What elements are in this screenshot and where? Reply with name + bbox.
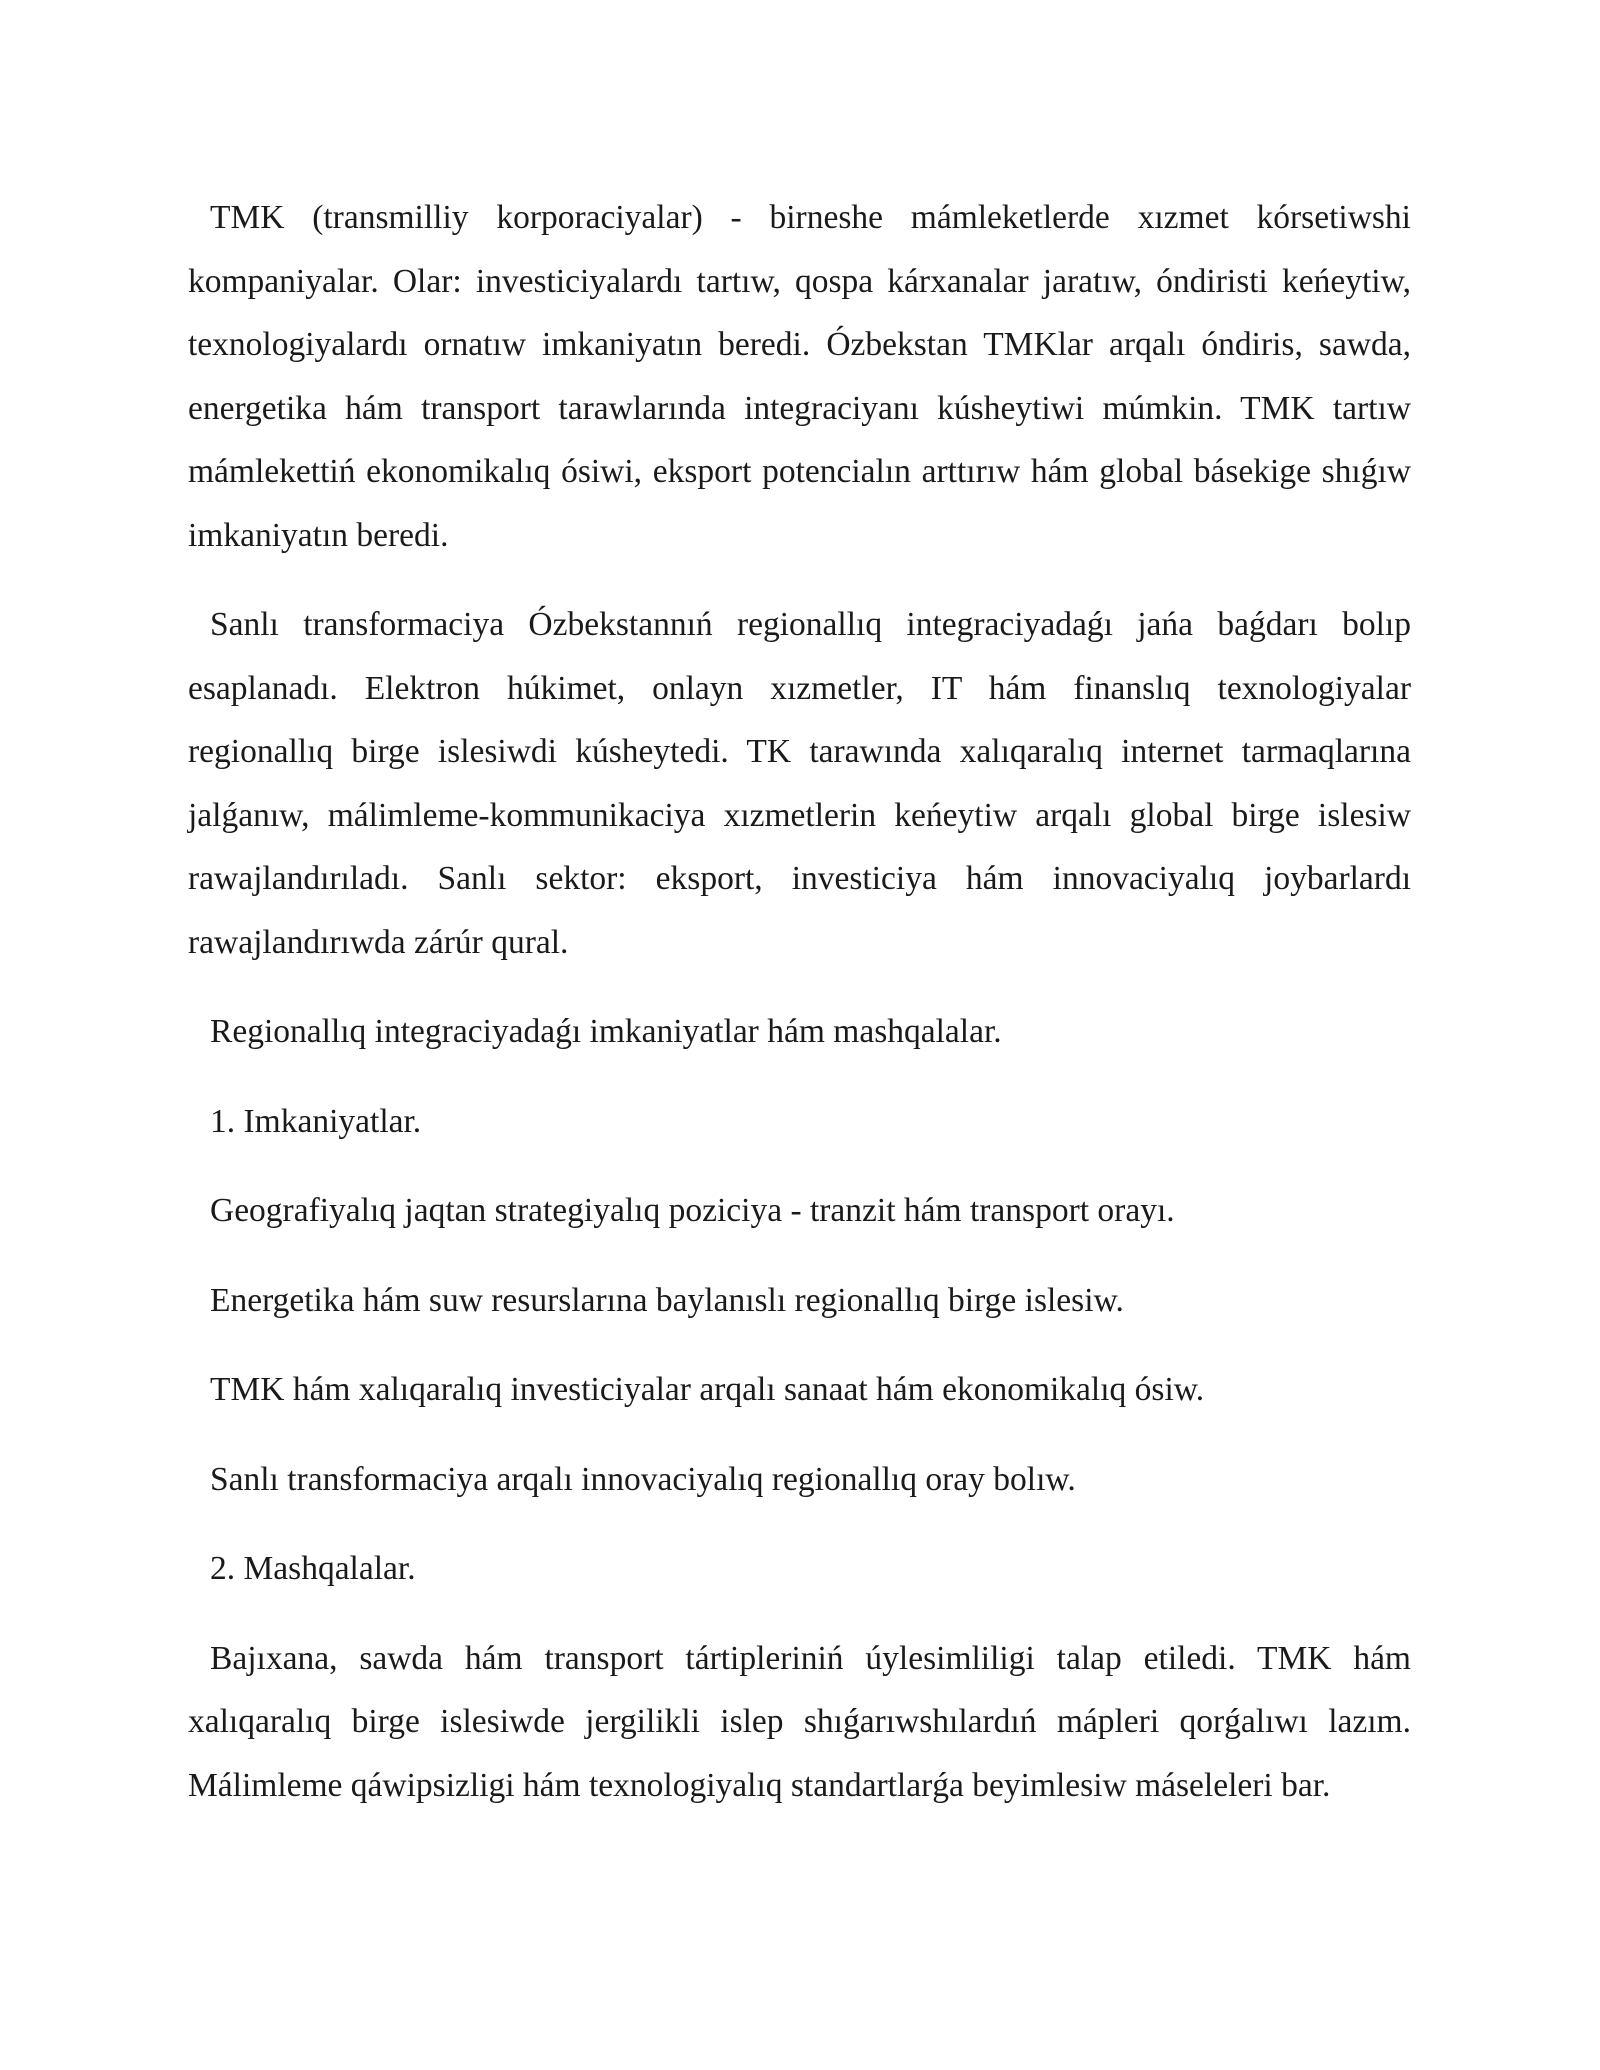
opportunity-item: Energetika hám suw resurslarına baylanıslı regionallıq birge islesiw. [210,1281,1124,1319]
paragraph-digital-transformation: Sanlı transformaciya Ózbekstannıń regionallıq integraciyadaǵı jańa baǵdarı bolıp esaplanadı. Elektron húkimet, onlayn xızmetler, IT hám finanslıq texnologiyalar regionallıq birge islesiwdi kúsheytedi. TK tarawında xalıqaralıq internet tarmaqlarına jalǵanıw, málimleme-kommunikaciya xızmetlerin keńeytiw arqalı global birge islesiw rawajlandırıladı. Sanlı sektor: eksport, investiciya hám innovaciyalıq joybarlardı rawajlandırıwda zárúr qural. [188,606,1411,961]
opportunity-item: Geografiyalıq jaqtan strategiyalıq poziciya - tranzit hám transport orayı. [210,1192,1175,1229]
problems-heading: 2. Mashqalalar. [210,1550,416,1587]
document-body [188,186,1411,1817]
paragraph-problems: Bajıxana, sawda hám transport tártipleriniń úylesimliligi talap etiledi. TMK hám xalıqaralıq birge islesiwde jergilikli islep shıǵarıwshılardıń mápleri qorǵalıwı lazım. Málimleme qáwipsizligi hám texnologiyalıq standartlarǵa beyimlesiw máseleleri bar. [188,1639,1411,1804]
opportunity-item: Sanlı transformaciya arqalı innovaciyalıq regionallıq oray bolıw. [210,1460,1076,1498]
paragraph-tmk: TMK (transmilliy korporaciyalar) - birneshe mámleketlerde xızmet kórsetiwshi kompaniyalar. Olar: investiciyalardı tartıw, qospa kárxanalar jaratıw, óndiristi keńeytiw, texnologiyalardı ornatıw imkaniyatın beredi. Ózbekstan TMKlar arqalı óndiris, sawda, energetika hám transport tarawlarında integraciyanı kúsheytiwi múmkin. TMK tartıw mámlekettiń ekonomikalıq ósiwi, eksport potencialın arttırıw hám global básekige shıǵıw imkaniyatın beredi. [188,199,1411,554]
opportunity-item: TMK hám xalıqaralıq investiciyalar arqalı sanaat hám ekonomikalıq ósiw. [210,1371,1205,1408]
section-heading: Regionallıq integraciyadaǵı imkaniyatlar hám mashqalalar. [210,1013,1002,1050]
opportunities-heading: 1. Imkaniyatlar. [210,1102,422,1140]
